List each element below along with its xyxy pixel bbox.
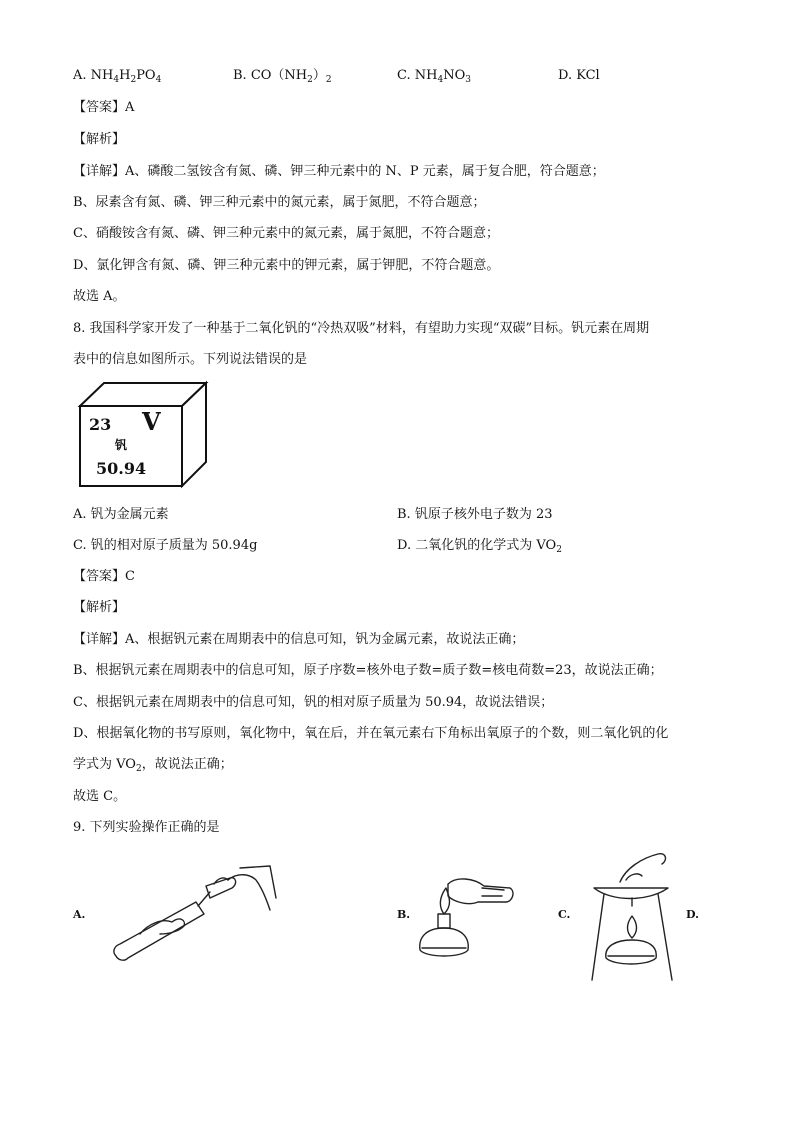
q8-answer — [73, 568, 135, 586]
formula-part: ） — [312, 68, 326, 83]
q8-detail-a — [73, 631, 524, 649]
answer-value: C — [125, 569, 135, 584]
hand-arm — [228, 875, 270, 910]
detail-text: A、根据钒元素在周期表中的信息可知，钒为金属元素，故说法正确； — [125, 632, 525, 647]
q8-stem-line1: 8. 我国科学家开发了一种基于二氧化钒的“冷热双吸”材料，有望助力实现“双碳”目标。钒元素在周期 — [73, 321, 650, 336]
element-symbol: V — [142, 407, 161, 436]
q8-detail-d2 — [73, 756, 233, 774]
q7-detail-d: D、氯化钾含有氮、磷、钾三种元素中的钾元素，属于钾肥，不符合题意。 — [73, 258, 500, 273]
q7-detail-c: C、硝酸铵含有氮、磷、钾三种元素中的氮元素，属于氮肥，不符合题意； — [73, 226, 499, 241]
q7-answer — [73, 99, 134, 117]
q9-label-d: D. — [686, 908, 699, 921]
subscript: 2 — [307, 75, 313, 85]
q7-option-c — [397, 67, 471, 85]
alcohol-lamp — [606, 940, 656, 964]
dropper-bulb — [206, 878, 236, 898]
q8-option-b: B. 钒原子核外电子数为 23 — [397, 507, 553, 522]
element-mass: 50.94 — [96, 459, 147, 478]
q7-analysis-label: 【解析】 — [73, 132, 126, 147]
evaporating-dish — [594, 888, 668, 899]
q9-stem: 9. 下列实验操作正确的是 — [73, 820, 220, 835]
q7-detail-a — [73, 163, 605, 181]
q7-option-b — [233, 67, 332, 85]
q7-option-a — [73, 67, 161, 85]
detail-label: 【详解】 — [73, 632, 126, 647]
formula-part: PO — [136, 68, 156, 83]
q9-label-b: B. — [397, 908, 411, 921]
q7-option-a-text: A. NH — [73, 68, 114, 83]
tilted-lamp — [448, 879, 513, 904]
alcohol-lamp-lighting-illustration — [412, 862, 522, 972]
fingers — [626, 874, 642, 880]
evaporation-illustration — [586, 846, 678, 982]
answer-value: A — [125, 100, 135, 115]
detail-text: 学式为 VO — [73, 757, 136, 772]
element-atomic-number: 23 — [89, 415, 112, 434]
option-text: D. 二氧化钒的化学式为 VO — [397, 538, 557, 553]
answer-label: 【答案】 — [73, 569, 126, 584]
detail-text: ，故说法正确； — [141, 757, 233, 772]
formula-part: C. NH — [397, 68, 438, 83]
q8-analysis-label: 【解析】 — [73, 600, 126, 615]
hand-icon — [620, 854, 665, 882]
answer-label: 【答案】 — [73, 100, 126, 115]
test-tube-illustration — [110, 858, 280, 968]
flame-icon — [628, 916, 637, 938]
subscript: 4 — [437, 75, 444, 85]
subscript: 2 — [130, 75, 137, 85]
lamp-body-bottom — [420, 928, 469, 956]
q8-option-a: A. 钒为金属元素 — [73, 507, 169, 522]
q8-detail-b: B、根据钒元素在周期表中的信息可知，原子序数=核外电子数=质子数=核电荷数=23，故说法正确； — [73, 663, 663, 678]
q8-conclusion: 故选 C。 — [73, 789, 127, 804]
q8-stem-line2: 表中的信息如图所示。下列说法错误的是 — [73, 352, 308, 367]
subscript: 2 — [556, 545, 562, 555]
q8-option-d — [397, 537, 562, 555]
detail-label: 【详解】 — [73, 164, 126, 179]
subscript: 3 — [465, 75, 471, 85]
subscript: 4 — [155, 75, 162, 85]
hand-holding-tube — [140, 919, 184, 934]
q8-option-c: C. 钒的相对原子质量为 50.94g — [73, 538, 258, 553]
lamp-neck — [438, 914, 450, 928]
q7-detail-b: B、尿素含有氮、磷、钾三种元素中的氮元素，属于氮肥，不符合题意； — [73, 195, 486, 210]
q9-label-c: C. — [558, 908, 571, 921]
q9-label-a: A. — [73, 908, 86, 921]
formula-part: H — [119, 68, 131, 83]
subscript: 4 — [113, 75, 120, 85]
detail-text: A、磷酸二氢铵含有氮、磷、钾三种元素中的 N、P 元素，属于复合肥，符合题意； — [125, 164, 605, 179]
subscript: 2 — [325, 75, 332, 85]
dropper-tip — [198, 892, 210, 906]
subscript: 2 — [135, 764, 142, 774]
q7-conclusion: 故选 A。 — [73, 289, 126, 304]
tilted-lamp-detail — [482, 888, 504, 896]
element-name: 钒 — [115, 438, 128, 452]
test-tube-body — [114, 902, 204, 960]
formula-part: NO — [443, 68, 466, 83]
q7-option-d: D. KCl — [558, 68, 600, 83]
formula-part: B. CO（NH — [233, 68, 308, 83]
q8-detail-c: C、根据钒元素在周期表中的信息可知，钒的相对原子质量为 50.94，故说法错误； — [73, 695, 554, 710]
q8-detail-d1: D、根据氧化物的书写原则，氧化物中，氧在后，并在氧元素右下角标出氧原子的个数，则二氧化钒的化 — [73, 726, 669, 741]
